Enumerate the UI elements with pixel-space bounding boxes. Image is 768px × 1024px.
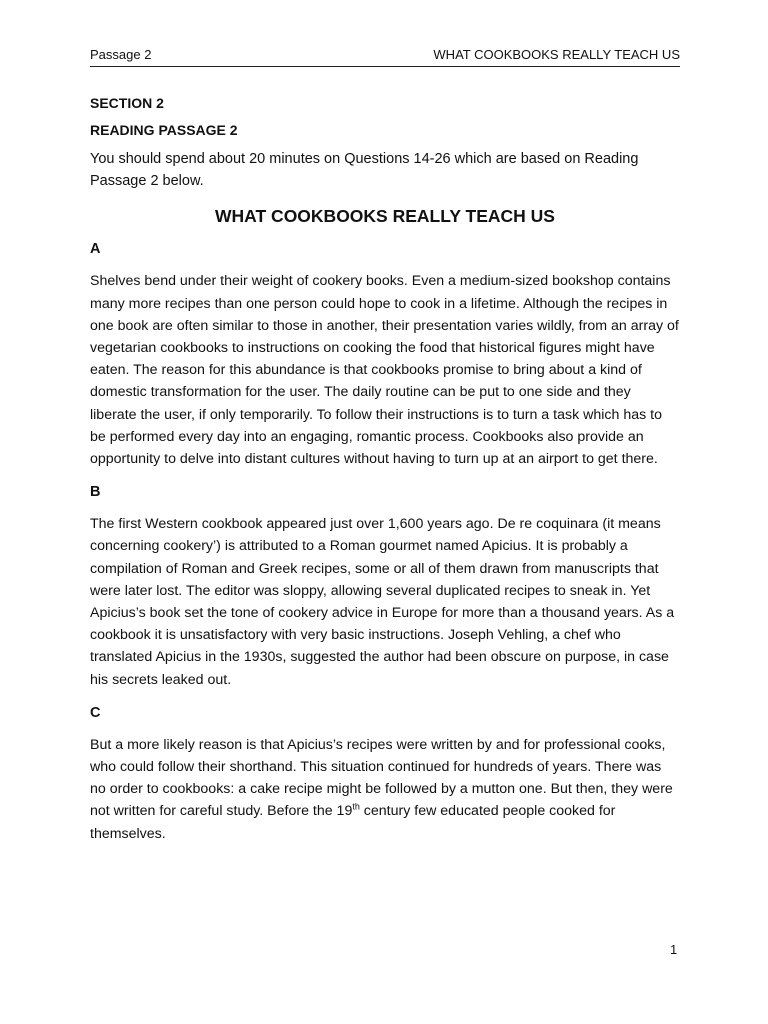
paragraph-letter-b: B bbox=[90, 484, 101, 501]
instruction-text: You should spend about 20 minutes on Questions 14-26 which are based on Reading Passage 2 below. bbox=[90, 151, 639, 190]
section-heading: SECTION 2 bbox=[90, 95, 164, 111]
paragraph-c-text-end: century few educated people cooked for themselves. bbox=[90, 803, 616, 842]
header-passage-label: Passage 2 bbox=[90, 47, 152, 62]
paragraph-letter-a: A bbox=[90, 241, 101, 258]
header-running-title: WHAT COOKBOOKS REALLY TEACH US bbox=[433, 47, 680, 62]
paragraph-c bbox=[90, 734, 680, 845]
page-number: 1 bbox=[670, 942, 678, 957]
running-header bbox=[90, 46, 680, 67]
page-content bbox=[90, 94, 680, 857]
paragraph-a: Shelves bend under their weight of cookery books. Even a medium-sized bookshop contains many more recipes than one person could hope to cook in a lifetime. Although the recipes in one book are often similar to those in another, their presentation varies wildly, from an array of vegetarian cookbooks to instructions on cooking the food that historical figures might have eaten. The reason for this abundance is that cookbooks promise to bring about a kind of domestic transformation for the user. The daily routine can be put to one side and they liberate the user, if only temporarily. To follow their instructions is to turn a task which has to be performed every day into an engaging, romantic process. Cookbooks also provide an opportunity to delve into distant cultures without having to turn up at an airport to get there. bbox=[90, 273, 679, 468]
paragraph-b: The first Western cookbook appeared just over 1,600 years ago. De re coquinara (it means concerning cookery’) is attributed to a Roman gourmet named Apicius. It is probably a compilation of Roman and Greek recipes, some or all of them drawn from manuscripts that were later lost. The editor was sloppy, allowing several duplicated recipes to sneak in. Yet Apicius’s book set the tone of cookery advice in Europe for more than a thousand years. As a cookbook it is unsatisfactory with very basic instructions. Joseph Vehling, a chef who translated Apicius in the 1930s, suggested the author had been obscure on purpose, in case his secrets leaked out. bbox=[90, 516, 675, 688]
document-page bbox=[90, 0, 680, 1024]
ordinal-superscript: th bbox=[352, 801, 360, 812]
reading-passage-heading: READING PASSAGE 2 bbox=[90, 122, 238, 138]
paragraph-c-text-start: But a more likely reason is that Apicius’s recipes were written by and for professional cooks, who could follow their shorthand. This situation continued for hundreds of years. There was no order to cookbooks: a cake recipe might be followed by a mutton one. But then, they were not written for careful study. Before the 19 bbox=[90, 736, 673, 820]
passage-title: WHAT COOKBOOKS REALLY TEACH US bbox=[215, 206, 555, 227]
paragraph-letter-c: C bbox=[90, 704, 101, 721]
